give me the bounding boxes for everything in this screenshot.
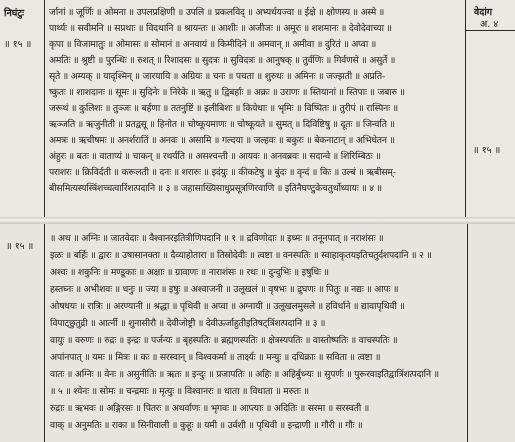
text-line: सृते ॥ अम्यक् ॥ यादृश्मिन् ॥ जारयायि ॥ अग्रियः ॥ चनः ॥ पचता ॥ शुरुधः ॥ अमिनः ॥ जज्झती ॥ अप्रति- bbox=[49, 71, 386, 82]
text-line: जरूथं ॥ कुलिशः ॥ तुञ्जः ॥ बर्हणा ॥ ततनुष्टिं ॥ इलीबिशः ॥ कियेधाः ॥ भृमिः ॥ विष्पितः ॥ तुरीपं ॥ रास्पिनः ॥ bbox=[49, 103, 398, 114]
text-line: वाक् ॥ अनुमतिः ॥ राका ॥ सिनीवाली ॥ कुहूः ॥ यमी ॥ उर्वशी ॥ पृथिवी ॥ इन्द्राणी ॥ गौरी ॥ गौः ॥ bbox=[50, 420, 363, 431]
right-margin-rule bbox=[467, 224, 468, 442]
text-line: बीसमित्यस्यस्त्रिंशच्चत्वारिंशत्पदानि ॥ ३ ॥ जहासाख्यिसाधुप्रसूत्रणिरवाणि ॥ इतिनैघण्टुकेचतुर्थोध्यायः ॥ ४ ॥ bbox=[49, 183, 382, 194]
right-margin-chapter: अ. ४ bbox=[480, 19, 499, 30]
right-margin-title: वेदांग bbox=[474, 7, 493, 18]
left-margin-rule bbox=[44, 224, 45, 442]
lower-page bbox=[0, 224, 515, 442]
text-line: ॥ अथ ॥ अग्निः ॥ जातवेदाः ॥ वैश्वानरइतित्रीणिपदानि ॥ १ ॥ द्रविणोदाः ॥ इध्मः ॥ तनूनपात् ॥ नराशंसः ॥ bbox=[50, 233, 384, 244]
text-line: वातः ॥ अग्निः ॥ वेनः ॥ असुनीतिः ॥ ऋतः ॥ इन्दुः ॥ प्रजापतिः ॥ अहिः ॥ अहिर्बुध्न्यः ॥ सुपर्णः ॥ पुरूरवाइतिद्वात्रिंशत्पदानि ॥ bbox=[50, 369, 439, 380]
text-line: रुद्राः ॥ ऋभवः ॥ अङ्गिरसः ॥ पितरः ॥ अथर्वाणः ॥ भृगवः ॥ आप्त्याः ॥ अदितिः ॥ सरमा ॥ सरस्वती ॥ bbox=[50, 403, 370, 414]
right-margin-rule bbox=[465, 0, 466, 217]
text-line: पराशरः ॥ क्रिविर्दती ॥ करूलती ॥ दनः ॥ शरारुः ॥ इदंयुः ॥ कीकटेषु ॥ बुंदः ॥ वृन्दं ॥ किः ॥ उल्बं ॥ ऋबीसम्- bbox=[49, 167, 396, 178]
text-line: ष्कुतः ॥ शाशदानः ॥ सूमः ॥ सुदिनेः ॥ निरेके ॥ ऋतु ॥ द्विबर्हाः ॥ अक्रः ॥ उराणः ॥ स्तियानां ॥ स्तिपाः ॥ जबारु ॥ bbox=[49, 87, 405, 98]
text-line: ॥ ५ ॥ श्येनः ॥ सोमः ॥ चन्द्रमाः ॥ मृत्युः ॥ विश्वानरः ॥ धाता ॥ विधाता ॥ मरुतः ॥ bbox=[50, 386, 309, 397]
lower-left-page-number: ॥ १५ ॥ bbox=[6, 241, 34, 252]
text-line: अपांनपात् ॥ यमः ॥ मित्रः ॥ कः ॥ सरस्वान् ॥ विश्वकर्मा ॥ तार्क्ष्यः ॥ मन्युः ॥ दधिक्राः ॥ सविता ॥ त्वष्टा ॥ bbox=[50, 352, 381, 363]
left-margin-page-number: ॥ १५ ॥ bbox=[4, 39, 32, 50]
left-margin-title: निघंटुः bbox=[4, 8, 25, 19]
text-line: अंहुरः ॥ बतः ॥ वाताप्यं ॥ चाकन् ॥ रथर्यति ॥ असश्चन्ती ॥ आयवः ॥ अनवब्रवः ॥ सदान्वे ॥ शिरिम्बिठः ॥ bbox=[49, 151, 381, 162]
text-line: र्जानां ॥ जूर्णिः ॥ ओमना ॥ उपलप्रक्षिणी ॥ उपलि ॥ प्रकलविद् ॥ अभ्यर्धयज्वा ॥ ईक्षे ॥ क्षोणस्य ॥ अस्मे ॥ bbox=[49, 7, 385, 18]
text-line: अश्वः ॥ शकुनिः ॥ मण्डूकाः ॥ अक्षाः ॥ ग्रावाणः ॥ नाराशंसः ॥ रथः ॥ दुन्दुभिः ॥ इषुधिः ॥ bbox=[50, 267, 329, 278]
text-line: अमतिः ॥ श्रुष्टी ॥ पुरन्धिः ॥ रुशत् ॥ रिशादसः ॥ सुदत्रः ॥ सुविदत्रः ॥ आनुषक् ॥ तुर्वणिः ॥ गिर्वणसे ॥ असुर्ते ॥ bbox=[49, 55, 396, 66]
text-line: ऋञ्जति ॥ ऋजुनीती ॥ प्रतद्वसू ॥ हिनोत ॥ चोष्कूयमाणः ॥ चोष्कूयते ॥ सुमत् ॥ दिविष्टिषु ॥ दूतः ॥ जिन्वति ॥ bbox=[49, 119, 395, 130]
text-line: अमत्रः ॥ ऋचीषमः ॥ अनर्शरातिं ॥ अनवः ॥ असामि ॥ गल्दया ॥ जल्हवः ॥ बकुरः ॥ बेकनाटान् ॥ अभिधेतन ॥ bbox=[49, 135, 395, 146]
text-line: इळः ॥ बर्हिः ॥ द्वारः ॥ उषासानक्ता ॥ दैव्याहोतारा ॥ तिस्रोदेवीः ॥ त्वष्टा ॥ वनस्पतिः ॥ स्वाहाकृतयइतिचतुर्दशपदानि ॥ २ ॥ bbox=[50, 250, 432, 261]
text-line: विपाट्छुतुद्री ॥ आर्त्नी ॥ शुनासीरौ ॥ देवीजोष्ट्री ॥ देवीऊर्जाहुतीइतिषट्त्रिंशत्पदानि ॥ ३ ॥ bbox=[50, 318, 326, 329]
upper-page bbox=[0, 0, 515, 217]
text-line: ओषधयः ॥ रात्रिः ॥ अरण्यानी ॥ श्रद्धा ॥ पृथिवी ॥ अप्वा ॥ अग्नायी ॥ उलूखलमुसले ॥ हविर्धाने ॥ द्यावापृथिवी ॥ bbox=[50, 301, 405, 312]
page-fold bbox=[0, 217, 515, 224]
right-margin-page-number: ॥ १५ ॥ bbox=[473, 145, 501, 156]
left-margin-rule bbox=[44, 0, 45, 217]
text-line: पार्थ्यः ॥ सवीमनि ॥ सप्रथाः ॥ विदथानि ॥ श्रायन्तः ॥ आशीः ॥ अजीजः ॥ अमूरः ॥ शशमानः ॥ देवोदेवाच्या ॥ bbox=[49, 23, 392, 34]
text-line: हस्तघ्नः ॥ अभीशवः ॥ धनुः ॥ ज्या ॥ इषुः ॥ अश्वाजनी ॥ उलूखलं ॥ वृषभः ॥ द्रुघणः ॥ पितुः ॥ नद्यः ॥ आपः ॥ bbox=[50, 284, 399, 295]
text-line: वायुः ॥ वरुणः ॥ रुद्रः ॥ इन्द्रः ॥ पर्जन्यः ॥ बृहस्पतिः ॥ ब्रह्मणस्पतिः ॥ क्षेत्रस्यपतिः ॥ वास्तोष्पतिः ॥ वाचस्पतिः ॥ bbox=[50, 335, 398, 346]
text-line: कृपा ॥ विजामातुः ॥ ओमासः ॥ सोमानं ॥ अनवायं ॥ किमीदिने ॥ अमवान् ॥ अमीवा ॥ दुरितं ॥ अप्वा ॥ bbox=[49, 39, 377, 50]
